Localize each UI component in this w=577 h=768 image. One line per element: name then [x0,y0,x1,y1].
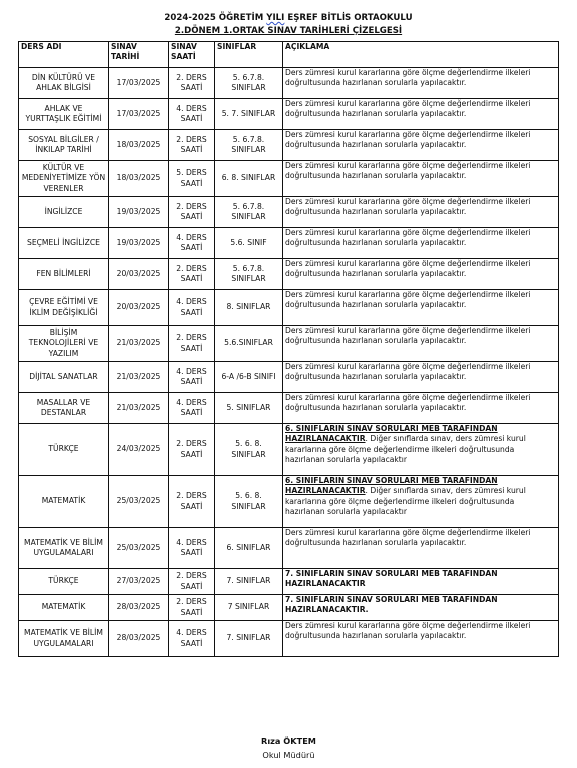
title-part-1: 2024-2025 ÖĞRETİM [164,13,267,23]
table-row [19,259,559,290]
cell-sinav-tarihi: 18/03/2025 [109,130,169,161]
cell-siniflar: 5. 6.7.8. SINIFLAR [215,259,283,290]
cell-aciklama [283,362,559,393]
cell-aciklama [283,424,559,476]
cell-ders-adi: TÜRKÇE [19,424,109,476]
subtitle-text: 2.DÖNEM 1.ORTAK SINAV TARİHLERİ ÇİZELGESİ [174,26,403,36]
cell-aciklama [283,228,559,259]
table-row [19,476,559,528]
aciklama-text: Ders zümresi kurul kararlarına göre ölçme değerlendirme ilkeleri doğrultusunda hazırlanan sorularla yapılacaktır. [285,228,531,248]
cell-sinav-saati: 2. DERS SAATİ [169,68,215,99]
table-row [19,326,559,362]
cell-siniflar: 6. 8. SINIFLAR [215,161,283,197]
col-header-sinav-tarihi: SINAV TARİHİ [109,42,169,68]
document-title [0,12,577,24]
aciklama-bold-text: 7. SINIFLARIN SINAV SORULARI MEB TARAFINDAN HAZIRLANACAKTIR [285,569,498,589]
cell-sinav-tarihi: 21/03/2025 [109,326,169,362]
table-header-row [19,42,559,68]
aciklama-text: Ders zümresi kurul kararlarına göre ölçme değerlendirme ilkeleri doğrultusunda hazırlanan sorularla yapılacaktır. [285,393,531,413]
table-row [19,99,559,130]
cell-siniflar: 5. 6.7.8. SINIFLAR [215,130,283,161]
cell-sinav-saati: 2. DERS SAATİ [169,424,215,476]
aciklama-text: Ders zümresi kurul kararlarına göre ölçme değerlendirme ilkeleri doğrultusunda hazırlanan sorularla yapılacaktır. [285,161,531,181]
cell-siniflar: 5. 6. 8. SINIFLAR [215,424,283,476]
col-header-siniflar: SINIFLAR [215,42,283,68]
cell-sinav-tarihi: 18/03/2025 [109,161,169,197]
cell-sinav-saati: 2. DERS SAATİ [169,326,215,362]
exam-schedule-table [18,41,559,657]
cell-ders-adi: MATEMATİK VE BİLİM UYGULAMALARI [19,528,109,569]
table-row [19,362,559,393]
cell-sinav-tarihi: 20/03/2025 [109,259,169,290]
aciklama-text: Ders zümresi kurul kararlarına göre ölçme değerlendirme ilkeleri doğrultusunda hazırlanan sorularla yapılacaktır. [285,290,531,310]
cell-aciklama [283,197,559,228]
cell-sinav-tarihi: 20/03/2025 [109,290,169,326]
cell-ders-adi: TÜRKÇE [19,569,109,595]
cell-sinav-tarihi: 17/03/2025 [109,68,169,99]
cell-sinav-tarihi: 25/03/2025 [109,476,169,528]
cell-ders-adi: SEÇMELİ İNGİLİZCE [19,228,109,259]
cell-sinav-saati: 2. DERS SAATİ [169,595,215,621]
aciklama-bold-text: 6. SINIFLARIN SINAV SORULARI MEB TARAFINDAN HAZIRLANACAKTIR [285,424,498,444]
col-header-sinav-saati: SINAV SAATİ [169,42,215,68]
cell-ders-adi: DİJİTAL SANATLAR [19,362,109,393]
cell-aciklama [283,476,559,528]
cell-ders-adi: MATEMATİK [19,476,109,528]
aciklama-text: Ders zümresi kurul kararlarına göre ölçme değerlendirme ilkeleri doğrultusunda hazırlanan sorularla yapılacaktır. [285,621,531,641]
signature-title: Okul Müdürü [262,750,315,760]
table-row [19,621,559,657]
cell-siniflar: 5. 6.7.8. SINIFLAR [215,68,283,99]
cell-siniflar: 5.6.SINIFLAR [215,326,283,362]
cell-sinav-saati: 4. DERS SAATİ [169,290,215,326]
table-row [19,424,559,476]
signature-name: Rıza ÖKTEM [261,736,316,746]
table-row [19,161,559,197]
table-row [19,228,559,259]
cell-siniflar: 6-A /6-B SINIFI [215,362,283,393]
aciklama-text: Ders zümresi kurul kararlarına göre ölçme değerlendirme ilkeleri doğrultusunda hazırlanan sorularla yapılacaktır. [285,130,531,150]
cell-sinav-saati: 4. DERS SAATİ [169,99,215,130]
cell-siniflar: 5.6. SINIF [215,228,283,259]
cell-sinav-saati: 5. DERS SAATİ [169,161,215,197]
cell-ders-adi: BİLİŞİM TEKNOLOJİLERİ VE YAZILIM [19,326,109,362]
cell-aciklama [283,528,559,569]
table-row [19,197,559,228]
cell-sinav-tarihi: 24/03/2025 [109,424,169,476]
cell-aciklama [283,99,559,130]
aciklama-text: Ders zümresi kurul kararlarına göre ölçme değerlendirme ilkeleri doğrultusunda hazırlanan sorularla yapılacaktır. [285,68,531,88]
document-subtitle [0,25,577,37]
cell-ders-adi: MATEMATİK [19,595,109,621]
cell-aciklama [283,259,559,290]
cell-sinav-saati: 2. DERS SAATİ [169,130,215,161]
aciklama-text: . Diğer sınıflarda sınav, ders zümresi kurul kararlarına göre ölçme değerlendirme ilkeleri doğrultusunda hazırlanan sorularla yapılacaktır [285,486,526,517]
cell-aciklama [283,393,559,424]
cell-siniflar: 6. SINIFLAR [215,528,283,569]
aciklama-text: Ders zümresi kurul kararlarına göre ölçme değerlendirme ilkeleri doğrultusunda hazırlanan sorularla yapılacaktır. [285,528,531,548]
cell-sinav-tarihi: 21/03/2025 [109,393,169,424]
title-part-2: YILI [266,13,285,23]
cell-aciklama [283,569,559,595]
aciklama-text: . Diğer sınıflarda sınav, ders zümresi kurul kararlarına göre ölçme değerlendirme ilkeleri doğrultusunda hazırlanan sorularla yapılacaktır [285,434,526,465]
aciklama-text: Ders zümresi kurul kararlarına göre ölçme değerlendirme ilkeleri doğrultusunda hazırlanan sorularla yapılacaktır. [285,259,531,279]
cell-sinav-tarihi: 25/03/2025 [109,528,169,569]
cell-siniflar: 7. SINIFLAR [215,621,283,657]
cell-sinav-saati: 4. DERS SAATİ [169,528,215,569]
aciklama-text: Ders zümresi kurul kararlarına göre ölçme değerlendirme ilkeleri doğrultusunda hazırlanan sorularla yapılacaktır. [285,99,531,119]
cell-ders-adi: FEN BİLİMLERİ [19,259,109,290]
cell-ders-adi: KÜLTÜR VE MEDENİYETİMİZE YÖN VERENLER [19,161,109,197]
cell-sinav-tarihi: 27/03/2025 [109,569,169,595]
table-row [19,130,559,161]
cell-aciklama [283,130,559,161]
cell-siniflar: 5. SINIFLAR [215,393,283,424]
cell-sinav-tarihi: 28/03/2025 [109,621,169,657]
cell-siniflar: 5. 6.7.8. SINIFLAR [215,197,283,228]
col-header-aciklama: AÇIKLAMA [283,42,559,68]
cell-sinav-saati: 2. DERS SAATİ [169,197,215,228]
aciklama-text: Ders zümresi kurul kararlarına göre ölçme değerlendirme ilkeleri doğrultusunda hazırlanan sorularla yapılacaktır. [285,362,531,382]
cell-sinav-tarihi: 19/03/2025 [109,197,169,228]
cell-sinav-tarihi: 28/03/2025 [109,595,169,621]
cell-siniflar: 8. SINIFLAR [215,290,283,326]
aciklama-text: Ders zümresi kurul kararlarına göre ölçme değerlendirme ilkeleri doğrultusunda hazırlanan sorularla yapılacaktır. [285,326,531,346]
cell-siniflar: 7 SINIFLAR [215,595,283,621]
col-header-ders-adi: DERS ADI [19,42,109,68]
cell-ders-adi: İNGİLİZCE [19,197,109,228]
table-row [19,393,559,424]
cell-siniflar: 5. 7. SINIFLAR [215,99,283,130]
cell-ders-adi: AHLAK VE YURTTAŞLIK EĞİTİMİ [19,99,109,130]
cell-sinav-tarihi: 19/03/2025 [109,228,169,259]
cell-aciklama [283,290,559,326]
cell-aciklama [283,595,559,621]
cell-ders-adi: SOSYAL BİLGİLER /İNKILAP TARİHİ [19,130,109,161]
aciklama-text: Ders zümresi kurul kararlarına göre ölçme değerlendirme ilkeleri doğrultusunda hazırlanan sorularla yapılacaktır. [285,197,531,217]
cell-sinav-saati: 4. DERS SAATİ [169,362,215,393]
cell-aciklama [283,68,559,99]
cell-siniflar: 7. SINIFLAR [215,569,283,595]
table-row [19,595,559,621]
cell-sinav-saati: 4. DERS SAATİ [169,228,215,259]
cell-sinav-saati: 2. DERS SAATİ [169,569,215,595]
cell-siniflar: 5. 6. 8. SINIFLAR [215,476,283,528]
cell-sinav-saati: 4. DERS SAATİ [169,393,215,424]
cell-ders-adi: MATEMATİK VE BİLİM UYGULAMALARI [19,621,109,657]
aciklama-bold-text: 7. SINIFLARIN SINAV SORULARI MEB TARAFINDAN HAZIRLANACAKTIR. [285,595,498,615]
table-row [19,569,559,595]
cell-ders-adi: MASALLAR VE DESTANLAR [19,393,109,424]
cell-sinav-saati: 4. DERS SAATİ [169,621,215,657]
cell-ders-adi: DİN KÜLTÜRÜ VE AHLAK BİLGİSİ [19,68,109,99]
cell-sinav-saati: 2. DERS SAATİ [169,476,215,528]
table-row [19,290,559,326]
table-row [19,68,559,99]
cell-sinav-tarihi: 17/03/2025 [109,99,169,130]
cell-ders-adi: ÇEVRE EĞİTİMİ VE İKLİM DEĞİŞİKLİĞİ [19,290,109,326]
cell-aciklama [283,326,559,362]
title-part-3: EŞREF BİTLİS ORTAOKULU [284,13,413,23]
aciklama-bold-text: 6. SINIFLARIN SINAV SORULARI MEB TARAFINDAN HAZIRLANACAKTIR [285,476,498,496]
cell-aciklama [283,161,559,197]
cell-sinav-saati: 2. DERS SAATİ [169,259,215,290]
cell-sinav-tarihi: 21/03/2025 [109,362,169,393]
table-row [19,528,559,569]
cell-aciklama [283,621,559,657]
